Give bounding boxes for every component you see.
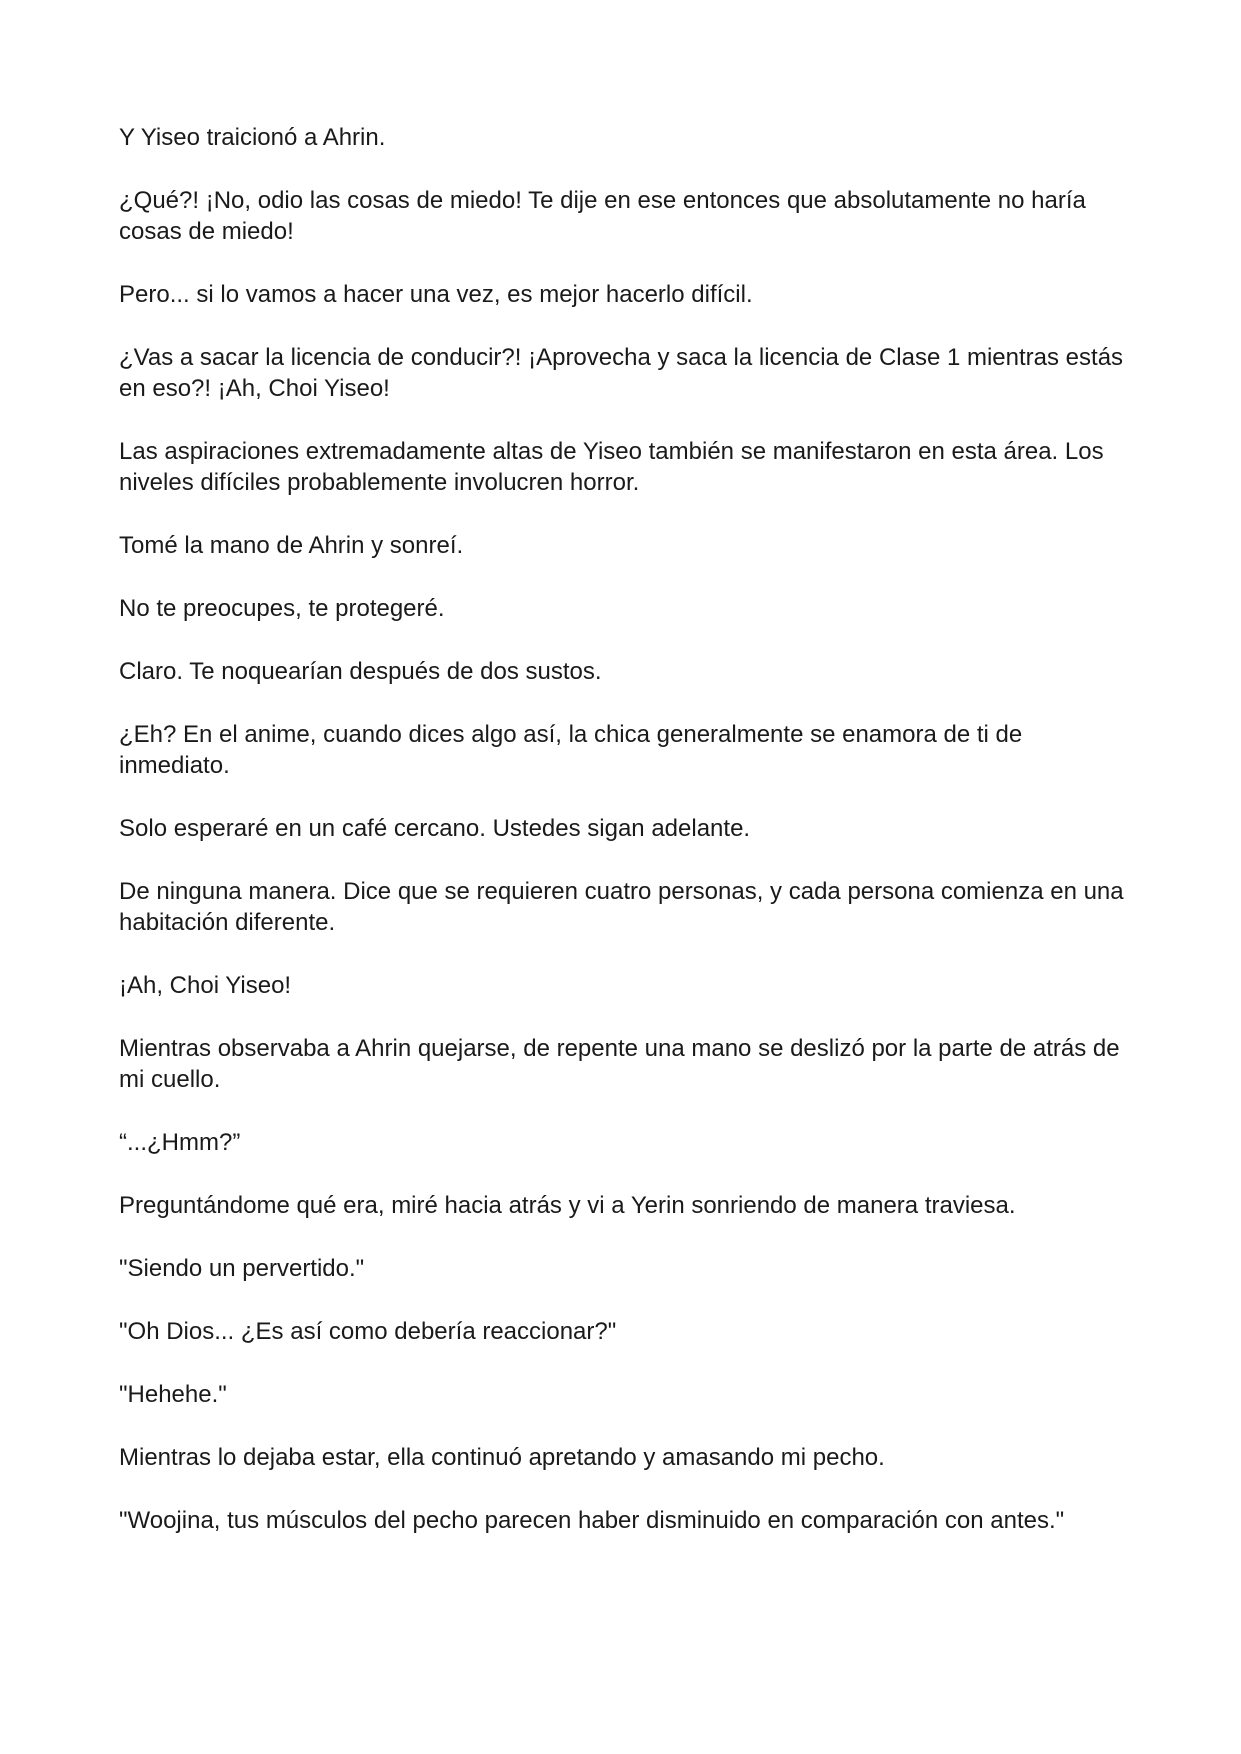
paragraph: Preguntándome qué era, miré hacia atrás y vi a Yerin sonriendo de manera traviesa. <box>119 1192 1016 1219</box>
paragraph: “...¿Hmm?” <box>119 1129 241 1156</box>
paragraph: Tomé la mano de Ahrin y sonreí. <box>119 532 464 559</box>
paragraph: Las aspiraciones extremadamente altas de Yiseo también se manifestaron en esta área. Los niveles difíciles probablemente involucren horror. <box>119 438 1104 496</box>
paragraph: Mientras observaba a Ahrin quejarse, de repente una mano se deslizó por la parte de atrás de mi cuello. <box>119 1035 1120 1093</box>
paragraph: ¡Ah, Choi Yiseo! <box>119 972 292 999</box>
paragraph: Y Yiseo traicionó a Ahrin. <box>119 124 386 151</box>
paragraph: "Woojina, tus músculos del pecho parecen haber disminuido en comparación con antes." <box>119 1507 1065 1534</box>
paragraph: Mientras lo dejaba estar, ella continuó apretando y amasando mi pecho. <box>119 1444 885 1471</box>
paragraph: No te preocupes, te protegeré. <box>119 595 445 622</box>
paragraph: Solo esperaré en un café cercano. Ustedes sigan adelante. <box>119 815 751 842</box>
paragraph: "Hehehe." <box>119 1381 227 1408</box>
paragraph: "Oh Dios... ¿Es así como debería reaccionar?" <box>119 1318 617 1345</box>
paragraph: ¿Eh? En el anime, cuando dices algo así, la chica generalmente se enamora de ti de inmediato. <box>119 721 1023 779</box>
document-body <box>119 122 1129 1568</box>
paragraph: Claro. Te noquearían después de dos sustos. <box>119 658 602 685</box>
paragraph: Pero... si lo vamos a hacer una vez, es mejor hacerlo difícil. <box>119 281 753 308</box>
paragraph: De ninguna manera. Dice que se requieren cuatro personas, y cada persona comienza en una habitación diferente. <box>119 878 1124 936</box>
paragraph: ¿Vas a sacar la licencia de conducir?! ¡Aprovecha y saca la licencia de Clase 1 mientras estás en eso?! ¡Ah, Choi Yiseo! <box>119 344 1124 402</box>
paragraph: ¿Qué?! ¡No, odio las cosas de miedo! Te dije en ese entonces que absolutamente no haría cosas de miedo! <box>119 187 1086 245</box>
paragraph: "Siendo un pervertido." <box>119 1255 365 1282</box>
